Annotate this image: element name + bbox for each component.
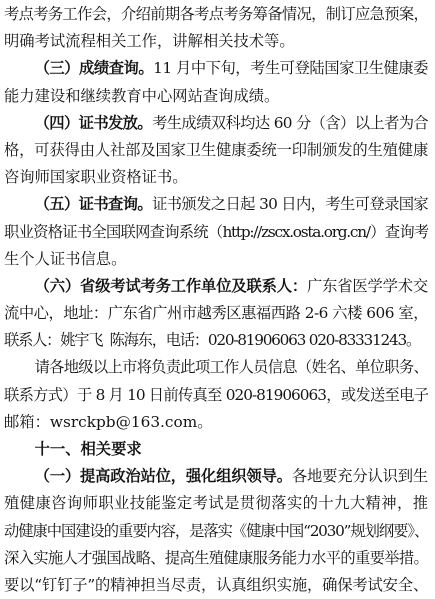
- line-text: 证书颁发之日起 30 日内，考生可登录国家: [152, 195, 428, 214]
- line-text: 各地要充分认识到生: [291, 467, 428, 486]
- line-text: 联系人：姚宇飞 陈海东，电话：020-81906063 020-83331243。: [4, 331, 420, 350]
- paragraph-lead: （三）成绩查询。: [34, 59, 154, 78]
- line-text: 考点考务工作会，介绍前期各考点考务筹备情况，制订应急预案，: [4, 5, 428, 23]
- text-line: [4, 545, 428, 572]
- line-text: 能力建设和继续教育中心网站查询成绩。: [4, 86, 280, 105]
- text-line: [4, 246, 428, 273]
- line-text: 要以“钉钉子”的精神担当尽责，认真组织实施，确保考试安全、: [4, 575, 428, 594]
- paragraph-certificate-inquiry: [4, 191, 428, 273]
- paragraph-lead: （六）省级考试考务工作单位及联系人：: [34, 276, 307, 295]
- text-line: [4, 191, 428, 218]
- text-line: [4, 463, 428, 490]
- text-line: [4, 327, 428, 354]
- text-line: [4, 354, 428, 381]
- paragraph-lead: （五）证书查询。: [34, 195, 153, 214]
- text-line: [4, 28, 428, 55]
- line-text: 咨询师国家职业资格证书。: [4, 168, 188, 187]
- text-line: [4, 219, 428, 246]
- line-text: 动健康中国建设的重要内容，是落实《健康中国“2030”规划纲要》、: [4, 521, 428, 540]
- line-text: 邮箱：wsrckpb@163.com。: [4, 412, 213, 431]
- paragraph-certificate-issue: [4, 110, 428, 192]
- section-heading: 十一、相关要求: [34, 440, 142, 458]
- line-text: 考生成绩双科均达 60 分（含）以上者为合: [152, 113, 428, 132]
- line-text: 广东省医学学术交: [307, 276, 428, 295]
- document-page: [4, 1, 428, 599]
- paragraph-requirement-1: [4, 463, 428, 599]
- text-line: [4, 83, 428, 110]
- line-text: 深入实施人才强国战略、提高生殖健康服务能力水平的重要举措。: [4, 548, 428, 567]
- text-line: [4, 382, 428, 409]
- line-text: 生个人证书信息。: [4, 249, 127, 268]
- text-line: [4, 300, 428, 327]
- paragraph: [4, 1, 428, 55]
- text-line: [4, 1, 428, 28]
- line-text: 明确考试流程相关工作，讲解相关技术等。: [4, 32, 295, 51]
- text-line: [4, 572, 428, 599]
- text-line: [4, 110, 428, 137]
- line-text: 11 月中下旬，考生可登陆国家卫生健康委: [153, 59, 428, 78]
- paragraph-lead: （一）提高政治站位，强化组织领导。: [34, 467, 292, 486]
- line-text: 联系方式）于 8 月 10 日前传真至 020-81906063，或发送至电子: [4, 385, 428, 404]
- line-text: 格，可获得由人社部及国家卫生健康委统一印制颁发的生殖健康: [4, 140, 428, 159]
- paragraph-contact: [4, 273, 428, 355]
- text-line: [4, 55, 428, 82]
- text-line: [4, 490, 428, 517]
- text-line: [4, 273, 428, 300]
- paragraph-score-inquiry: [4, 55, 428, 109]
- line-text: 请各地级以上市将负责此项工作人员信息（姓名、单位职务、: [34, 358, 428, 377]
- line-text: 殖健康咨询师职业技能鉴定考试是贯彻落实的十九大精神，推: [4, 494, 428, 513]
- line-text: 职业资格证书全国联网查询系统（http://zscx.osta.org.cn/）查询考: [4, 222, 428, 241]
- line-text: 流中心，地址：广东省广州市越秀区惠福西路 2-6 六楼 606 室，: [4, 304, 428, 323]
- text-line: [4, 409, 428, 436]
- text-line: [4, 137, 428, 164]
- text-line: [4, 164, 428, 191]
- paragraph-submission: [4, 354, 428, 436]
- text-line: [4, 518, 428, 545]
- paragraph-lead: （四）证书发放。: [34, 113, 153, 132]
